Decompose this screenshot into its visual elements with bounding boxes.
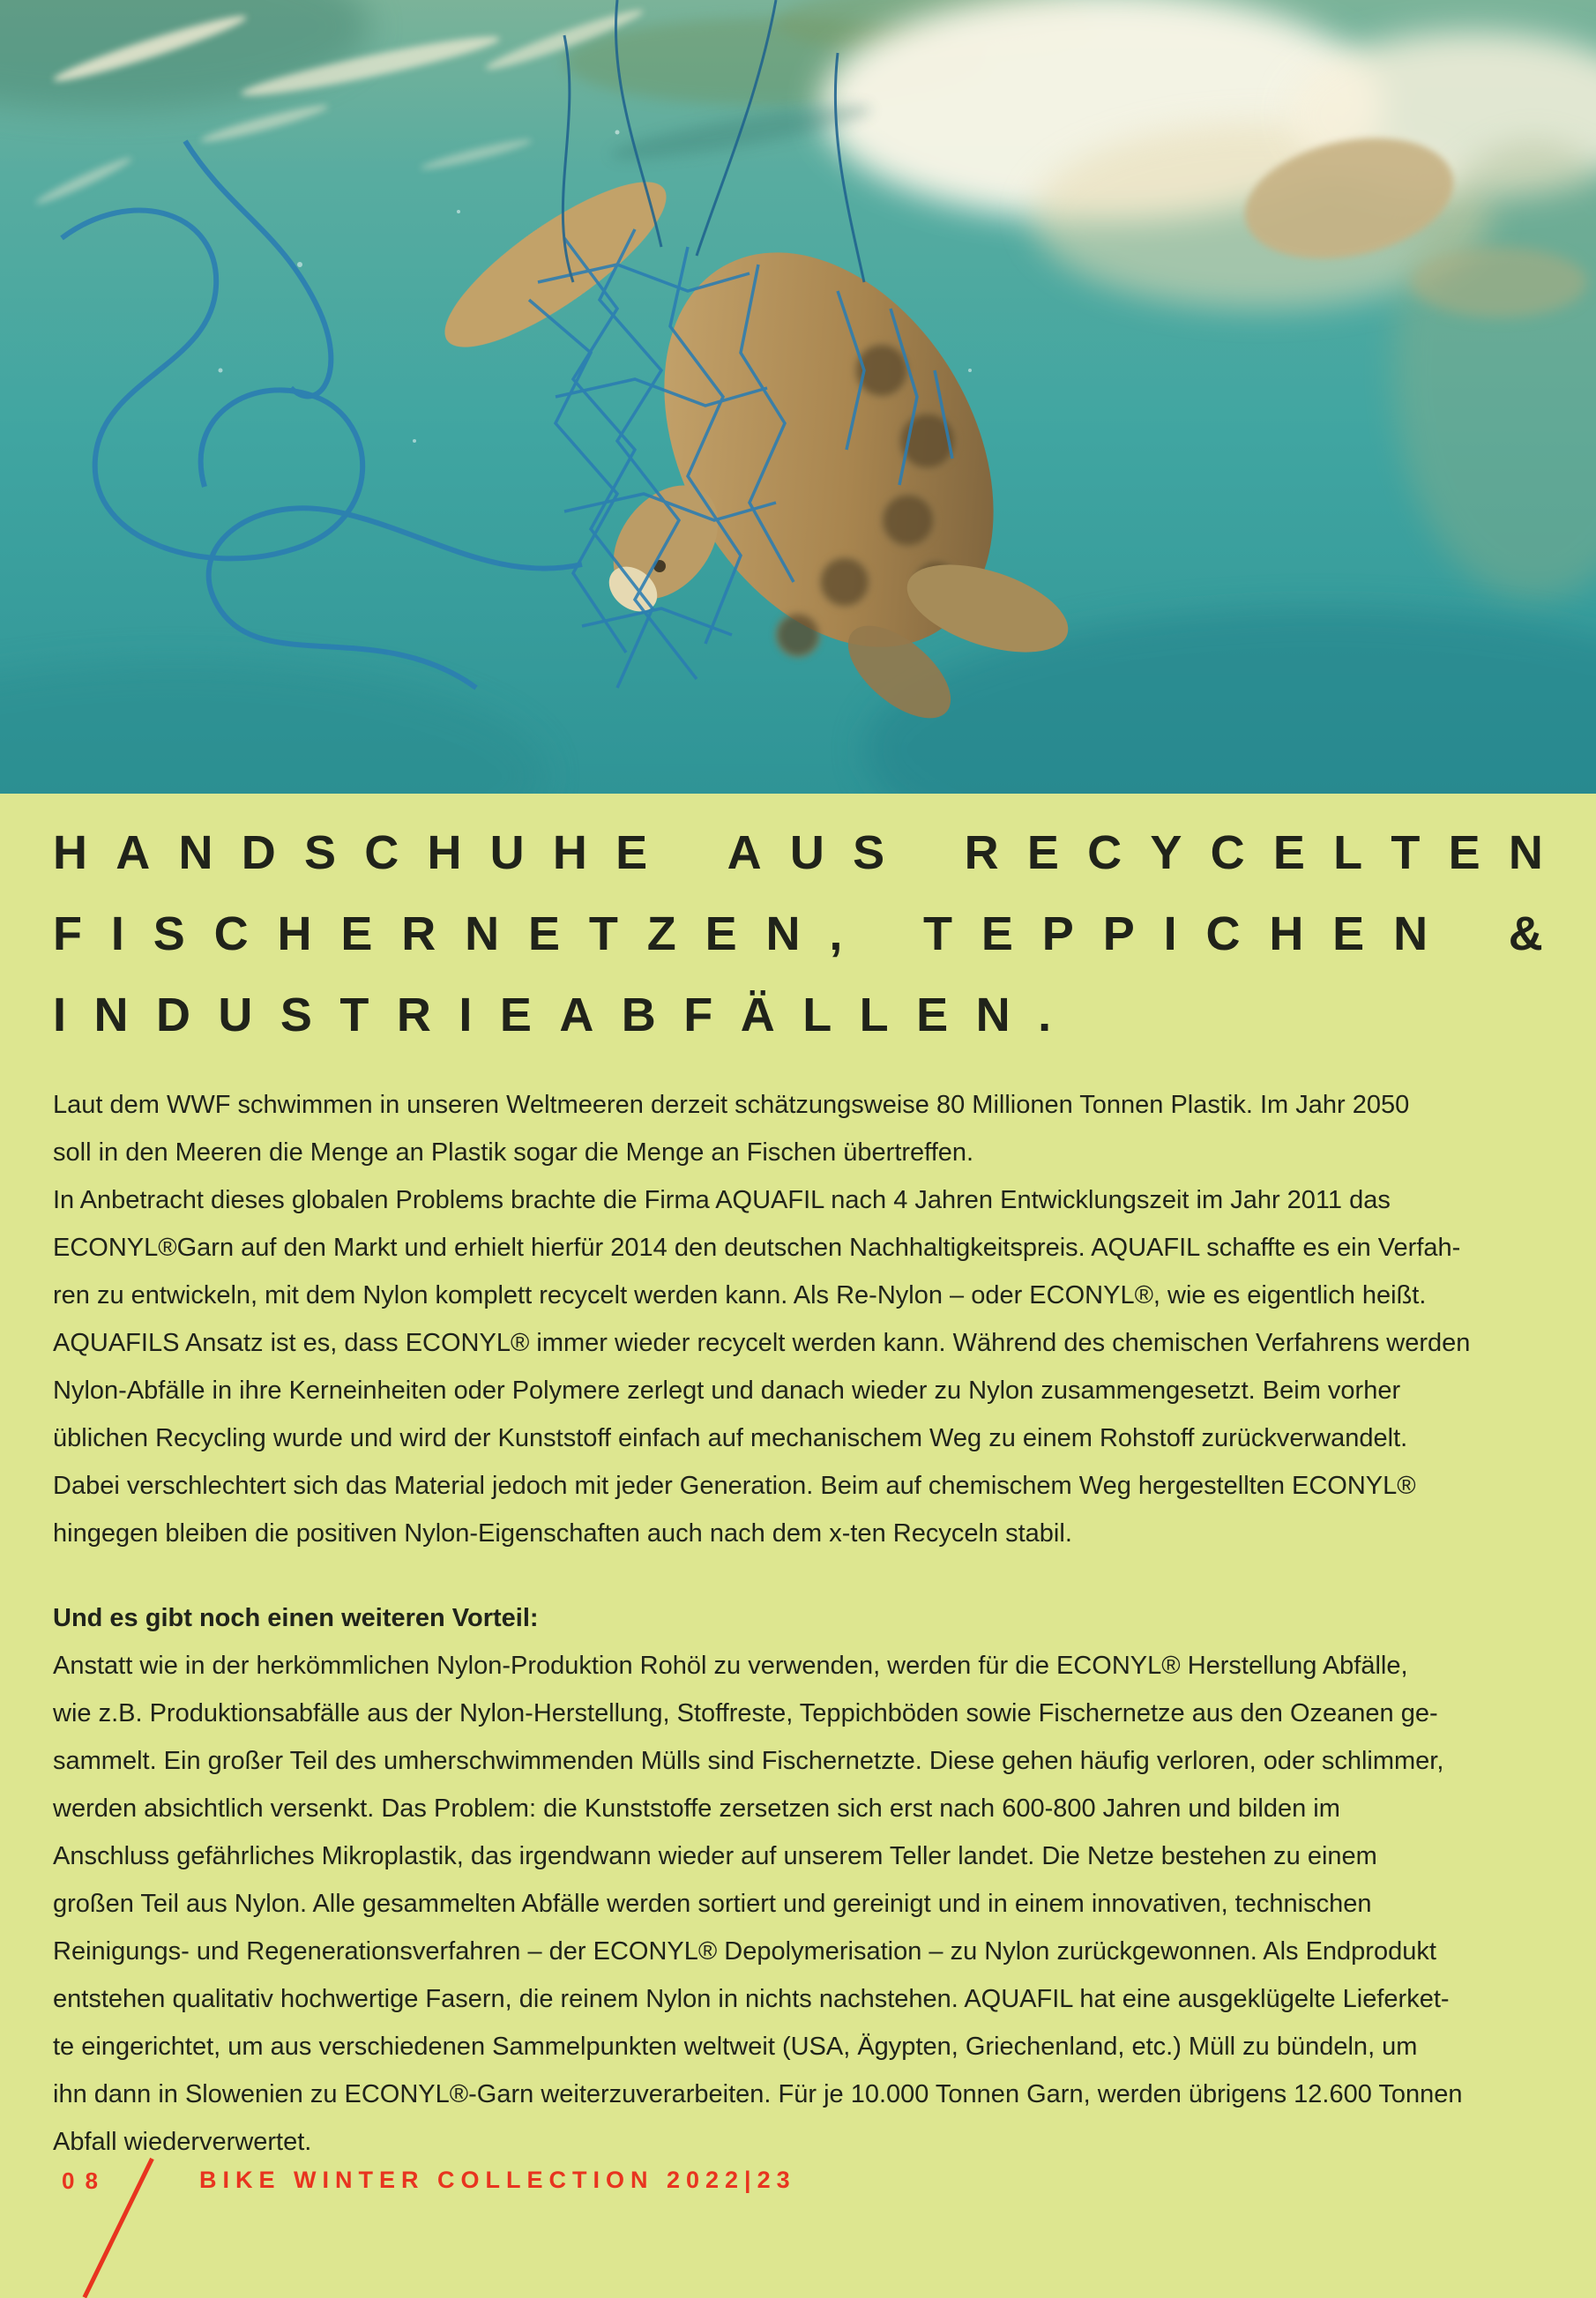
headline-line-2: F I S C H E R N E T Z E N , T E P P I C H E N & [53,907,1543,960]
page-title [53,826,1543,1041]
text-line: Laut dem WWF schwimmen in unseren Weltmeeren derzeit schätzungsweise 80 Millionen Tonnen Plastik. Im Jahr 2050 [53,1091,1410,1119]
intro-paragraph [53,1081,1543,1176]
paragraph-2 [53,1642,1543,2166]
text-line: In Anbetracht dieses globalen Problems brachte die Firma AQUAFIL nach 4 Jahren Entwicklungszeit im Jahr 2011 das [53,1186,1391,1214]
text-line: AQUAFILS Ansatz ist es, dass ECONYL® immer wieder recycelt werden kann. Während des chemischen Verfahrens werden [53,1329,1471,1357]
text-line: Anschluss gefährliches Mikroplastik, das irgendwann wieder auf unserem Teller landet. Die Netze bestehen zu einem [53,1842,1377,1870]
text-line: wie z.B. Produktionsabfälle aus der Nylon-Herstellung, Stoffreste, Teppichböden sowie Fischernetze aus den Ozeanen ge- [53,1699,1438,1727]
text-line: Abfall wiederverwertet. [53,2128,312,2156]
paragraph-1 [53,1176,1543,1557]
text-line: Anstatt wie in der herkömmlichen Nylon-Produktion Rohöl zu verwenden, werden für die ECONYL® Herstellung Abfälle, [53,1652,1408,1680]
headline-line-3: I N D U S T R I E A B F Ä L L E N . [53,989,1052,1041]
text-line: sammelt. Ein großer Teil des umherschwimmenden Mülls sind Fischernetzte. Diese gehen häufig verloren, oder schlimmer, [53,1747,1444,1775]
text-line: Dabei verschlechtert sich das Material jedoch mit jeder Generation. Beim auf chemischem Weg hergestellten ECONYL® [53,1472,1416,1500]
underwater-photo-illustration [0,0,1596,794]
text-line: üblichen Recycling wurde und wird der Kunststoff einfach auf mechanischem Weg zu einem Rohstoff zurückverwandelt. [53,1424,1408,1452]
subheading: Und es gibt noch einen weiteren Vorteil: [53,1604,539,1632]
page-number: 08 [62,2167,108,2194]
text-line: ren zu entwickeln, mit dem Nylon komplett recycelt werden kann. Als Re-Nylon – oder ECONYL®, wie es eigentlich heißt. [53,1281,1427,1309]
hero-photo-sea-turtle-in-net [0,0,1596,794]
page-content [0,826,1596,2166]
text-line: werden absichtlich versenkt. Das Problem: die Kunststoffe zersetzen sich erst nach 600-800 Jahren und bilden im [53,1794,1340,1823]
text-line: großen Teil aus Nylon. Alle gesammelten Abfälle werden sortiert und gereinigt und in einem innovativen, technischen [53,1890,1372,1918]
text-line: ECONYL®Garn auf den Markt und erhielt hierfür 2014 den deutschen Nachhaltigkeitspreis. AQUAFIL schaffte es ein Verfah- [53,1234,1461,1262]
headline-line-1: H A N D S C H U H E A U S R E C Y C E L T E N [53,826,1543,879]
text-line: entstehen qualitativ hochwertige Fasern, die reinem Nylon in nichts nachstehen. AQUAFIL hat eine ausgeklügelte Lieferket- [53,1985,1450,2013]
collection-title: BIKE WINTER COLLECTION 2022|23 [199,2167,796,2193]
text-line: hingegen bleiben die positiven Nylon-Eigenschaften auch nach dem x-ten Recyceln stabil. [53,1519,1072,1548]
text-line: te eingerichtet, um aus verschiedenen Sammelpunkten weltweit (USA, Ägypten, Griechenland, etc.) Müll zu bündeln, um [53,2033,1418,2061]
text-line: Reinigungs- und Regenerationsverfahren – der ECONYL® Depolymerisation – zu Nylon zurückgewonnen. Als Endprodukt [53,1937,1436,1966]
text-line: Nylon-Abfälle in ihre Kerneinheiten oder Polymere zerlegt und danach wieder zu Nylon zusammengesetzt. Beim vorher [53,1377,1401,1405]
text-line: ihn dann in Slowenien zu ECONYL®-Garn weiterzuverarbeiten. Für je 10.000 Tonnen Garn, werden übrigens 12.600 Tonnen [53,2080,1463,2108]
text-line: soll in den Meeren die Menge an Plastik sogar die Menge an Fischen übertreffen. [53,1138,974,1167]
